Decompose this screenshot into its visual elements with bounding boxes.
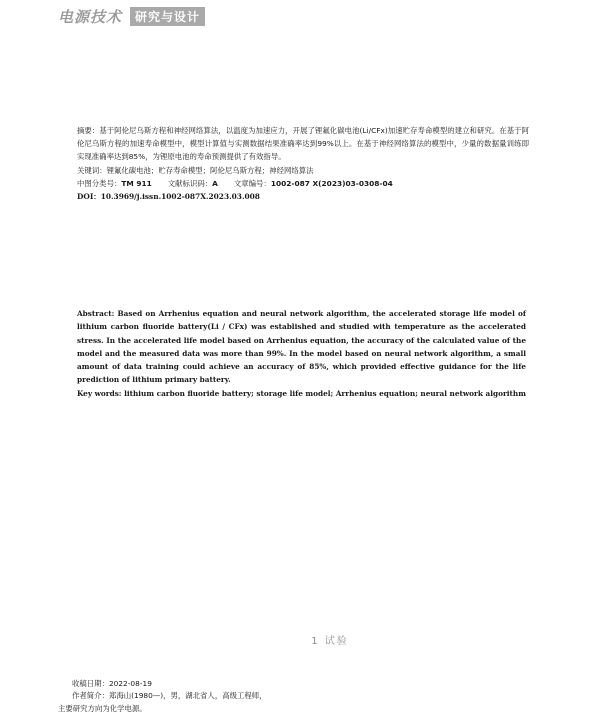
author-bio: 作者简介：郑海山(1980—)，男，湖北省人，高级工程师， [72, 691, 267, 701]
article-number [234, 177, 393, 190]
research-direction: 主要研究方向为化学电源。 [58, 703, 147, 713]
doi-value: 10.3969/j.issn.1002-087X.2023.03.008 [100, 192, 260, 202]
article-no-label: 文章编号： [233, 178, 271, 188]
en-abstract-text: Based on Arrhenius equation and neural network algorithm, the accelerated storage life model of lithium carbon fluoride battery(Li / CFx) was established and studied with temperature as the accelerated stress. In the accelerated life model based on Arrhenius equation, the accuracy of the calculated value of the model and the measured data was more than 99%. In the model based on neural network algorithm, a small amount of data training could achieve an accuracy of 85%, which provided effective guidance for the life prediction of lithium primary battery. [77, 309, 526, 385]
footnote [58, 678, 372, 715]
document-code [168, 177, 218, 190]
en-keywords-label: Key words: [77, 388, 122, 398]
en-keywords [77, 387, 526, 400]
cn-keywords-label: 关键词： [77, 165, 107, 175]
en-keywords-text: lithium carbon fluoride battery; storage life model; Arrhenius equation; neural network algorithm [124, 388, 526, 398]
cn-keywords [77, 164, 529, 177]
clc-value: TM 911 [121, 178, 152, 188]
chinese-abstract [77, 124, 529, 203]
doc-code-label: 文献标识码： [167, 178, 213, 188]
cn-keywords-text: 锂氟化碳电池；贮存寿命模型；阿伦尼乌斯方程；神经网络算法 [106, 165, 314, 175]
article-no-value: 1002-087 X(2023)03-0308-04 [270, 178, 393, 188]
section-heading: 1 试验 [311, 636, 349, 647]
doi-line [77, 190, 529, 203]
cn-abstract-body [77, 124, 529, 164]
clc-label: 中图分类号： [77, 178, 122, 188]
doi-label: DOI： [77, 192, 101, 202]
en-abstract-body [77, 307, 526, 387]
journal-header [58, 6, 205, 26]
english-abstract [77, 307, 526, 400]
clc-number [77, 177, 152, 190]
en-abstract-label: Abstract: [77, 309, 115, 318]
journal-name: 电源技术 [58, 7, 123, 26]
section-tag: 研究与设计 [130, 7, 205, 26]
cn-abstract-text: 基于阿伦尼乌斯方程和神经网络算法，以温度为加速应力，开展了锂氟化碳电池(Li/CFx)加速贮存寿命模型的建立和研究。在基于阿伦尼乌斯方程的加速寿命模型中，模型计算值与实测数据结果准确率达到99%以上。在基于神经网络算法的模型中，少量的数据量训练即实现准确率达到85%，为锂原电池的寿命预测提供了有效指导。 [77, 126, 529, 162]
received-date: 收稿日期：2022-08-19 [72, 679, 152, 688]
doc-code-value: A [212, 178, 218, 188]
cn-abstract-label: 摘要： [77, 126, 100, 135]
classification-row [77, 177, 529, 190]
